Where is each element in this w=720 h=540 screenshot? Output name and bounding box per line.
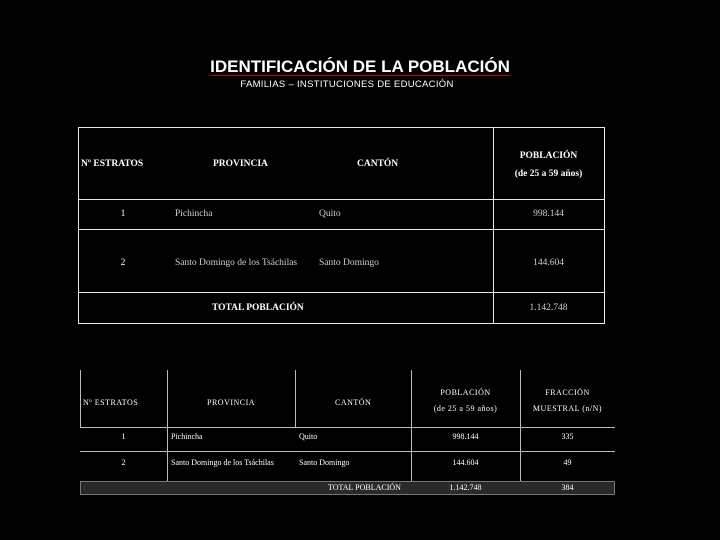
row1-provincia: Pichincha [175, 209, 213, 219]
row1-fraccion: 335 [561, 432, 574, 441]
header-fraccion: FRACCIÓN [545, 388, 590, 397]
total-label: TOTAL POBLACIÓN [212, 303, 304, 313]
row1-canton: Quito [299, 432, 318, 441]
header-poblacion: POBLACIÓN [440, 388, 491, 397]
row2-provincia: Santo Domingo de los Tsáchilas [175, 258, 298, 268]
row2-poblacion: 144.604 [452, 458, 479, 467]
header-estratos: Nº ESTRATOS [83, 398, 139, 407]
row2-canton: Santo Domingo [319, 258, 379, 268]
header-canton: CANTÓN [357, 159, 399, 169]
row2-provincia: Santo Domingo de los Tsáchilas [171, 458, 274, 467]
row1-canton: Quito [319, 209, 341, 219]
column-divider [80, 370, 81, 427]
row1-provincia: Pichincha [171, 432, 203, 441]
header-poblacion: POBLACIÓN [519, 151, 578, 161]
total-value: 1.142.748 [449, 483, 482, 492]
total-fraccion: 384 [561, 483, 574, 492]
population-table [78, 127, 605, 324]
row-divider [80, 427, 615, 428]
row2-canton: Santo Domingo [299, 458, 350, 467]
slide-subtitle: FAMILIAS – INSTITUCIONES DE EDUCACIÓN [240, 79, 454, 90]
header-poblacion-sub: (de 25 a 59 años) [514, 169, 583, 179]
total-value: 1.142.748 [529, 303, 568, 313]
header-canton: CANTÓN [335, 398, 372, 407]
row2-estrato: 2 [121, 458, 126, 467]
row2-poblacion: 144.604 [533, 258, 564, 268]
row-divider [79, 229, 604, 230]
row1-estrato: 1 [120, 209, 126, 219]
row1-poblacion: 998.144 [533, 209, 564, 219]
row-divider [79, 292, 604, 293]
column-divider [295, 370, 296, 427]
header-provincia: PROVINCIA [207, 398, 256, 407]
header-estratos: Nº ESTRATOS [81, 159, 144, 169]
row-divider [79, 199, 604, 200]
header-poblacion-sub: (de 25 a 59 años) [433, 404, 498, 413]
column-divider [167, 370, 168, 481]
row-divider [80, 451, 615, 452]
header-fraccion-sub: MUESTRAL (n/N) [532, 404, 603, 413]
row2-estrato: 2 [120, 258, 126, 268]
row1-poblacion: 998.144 [452, 432, 479, 441]
slide-title: IDENTIFICACIÓN DE LA POBLACIÓN [210, 57, 510, 76]
total-label: TOTAL POBLACIÓN [328, 483, 401, 492]
sample-table [80, 370, 615, 495]
header-provincia: PROVINCIA [213, 159, 268, 169]
row2-fraccion: 49 [563, 458, 572, 467]
row1-estrato: 1 [121, 432, 126, 441]
